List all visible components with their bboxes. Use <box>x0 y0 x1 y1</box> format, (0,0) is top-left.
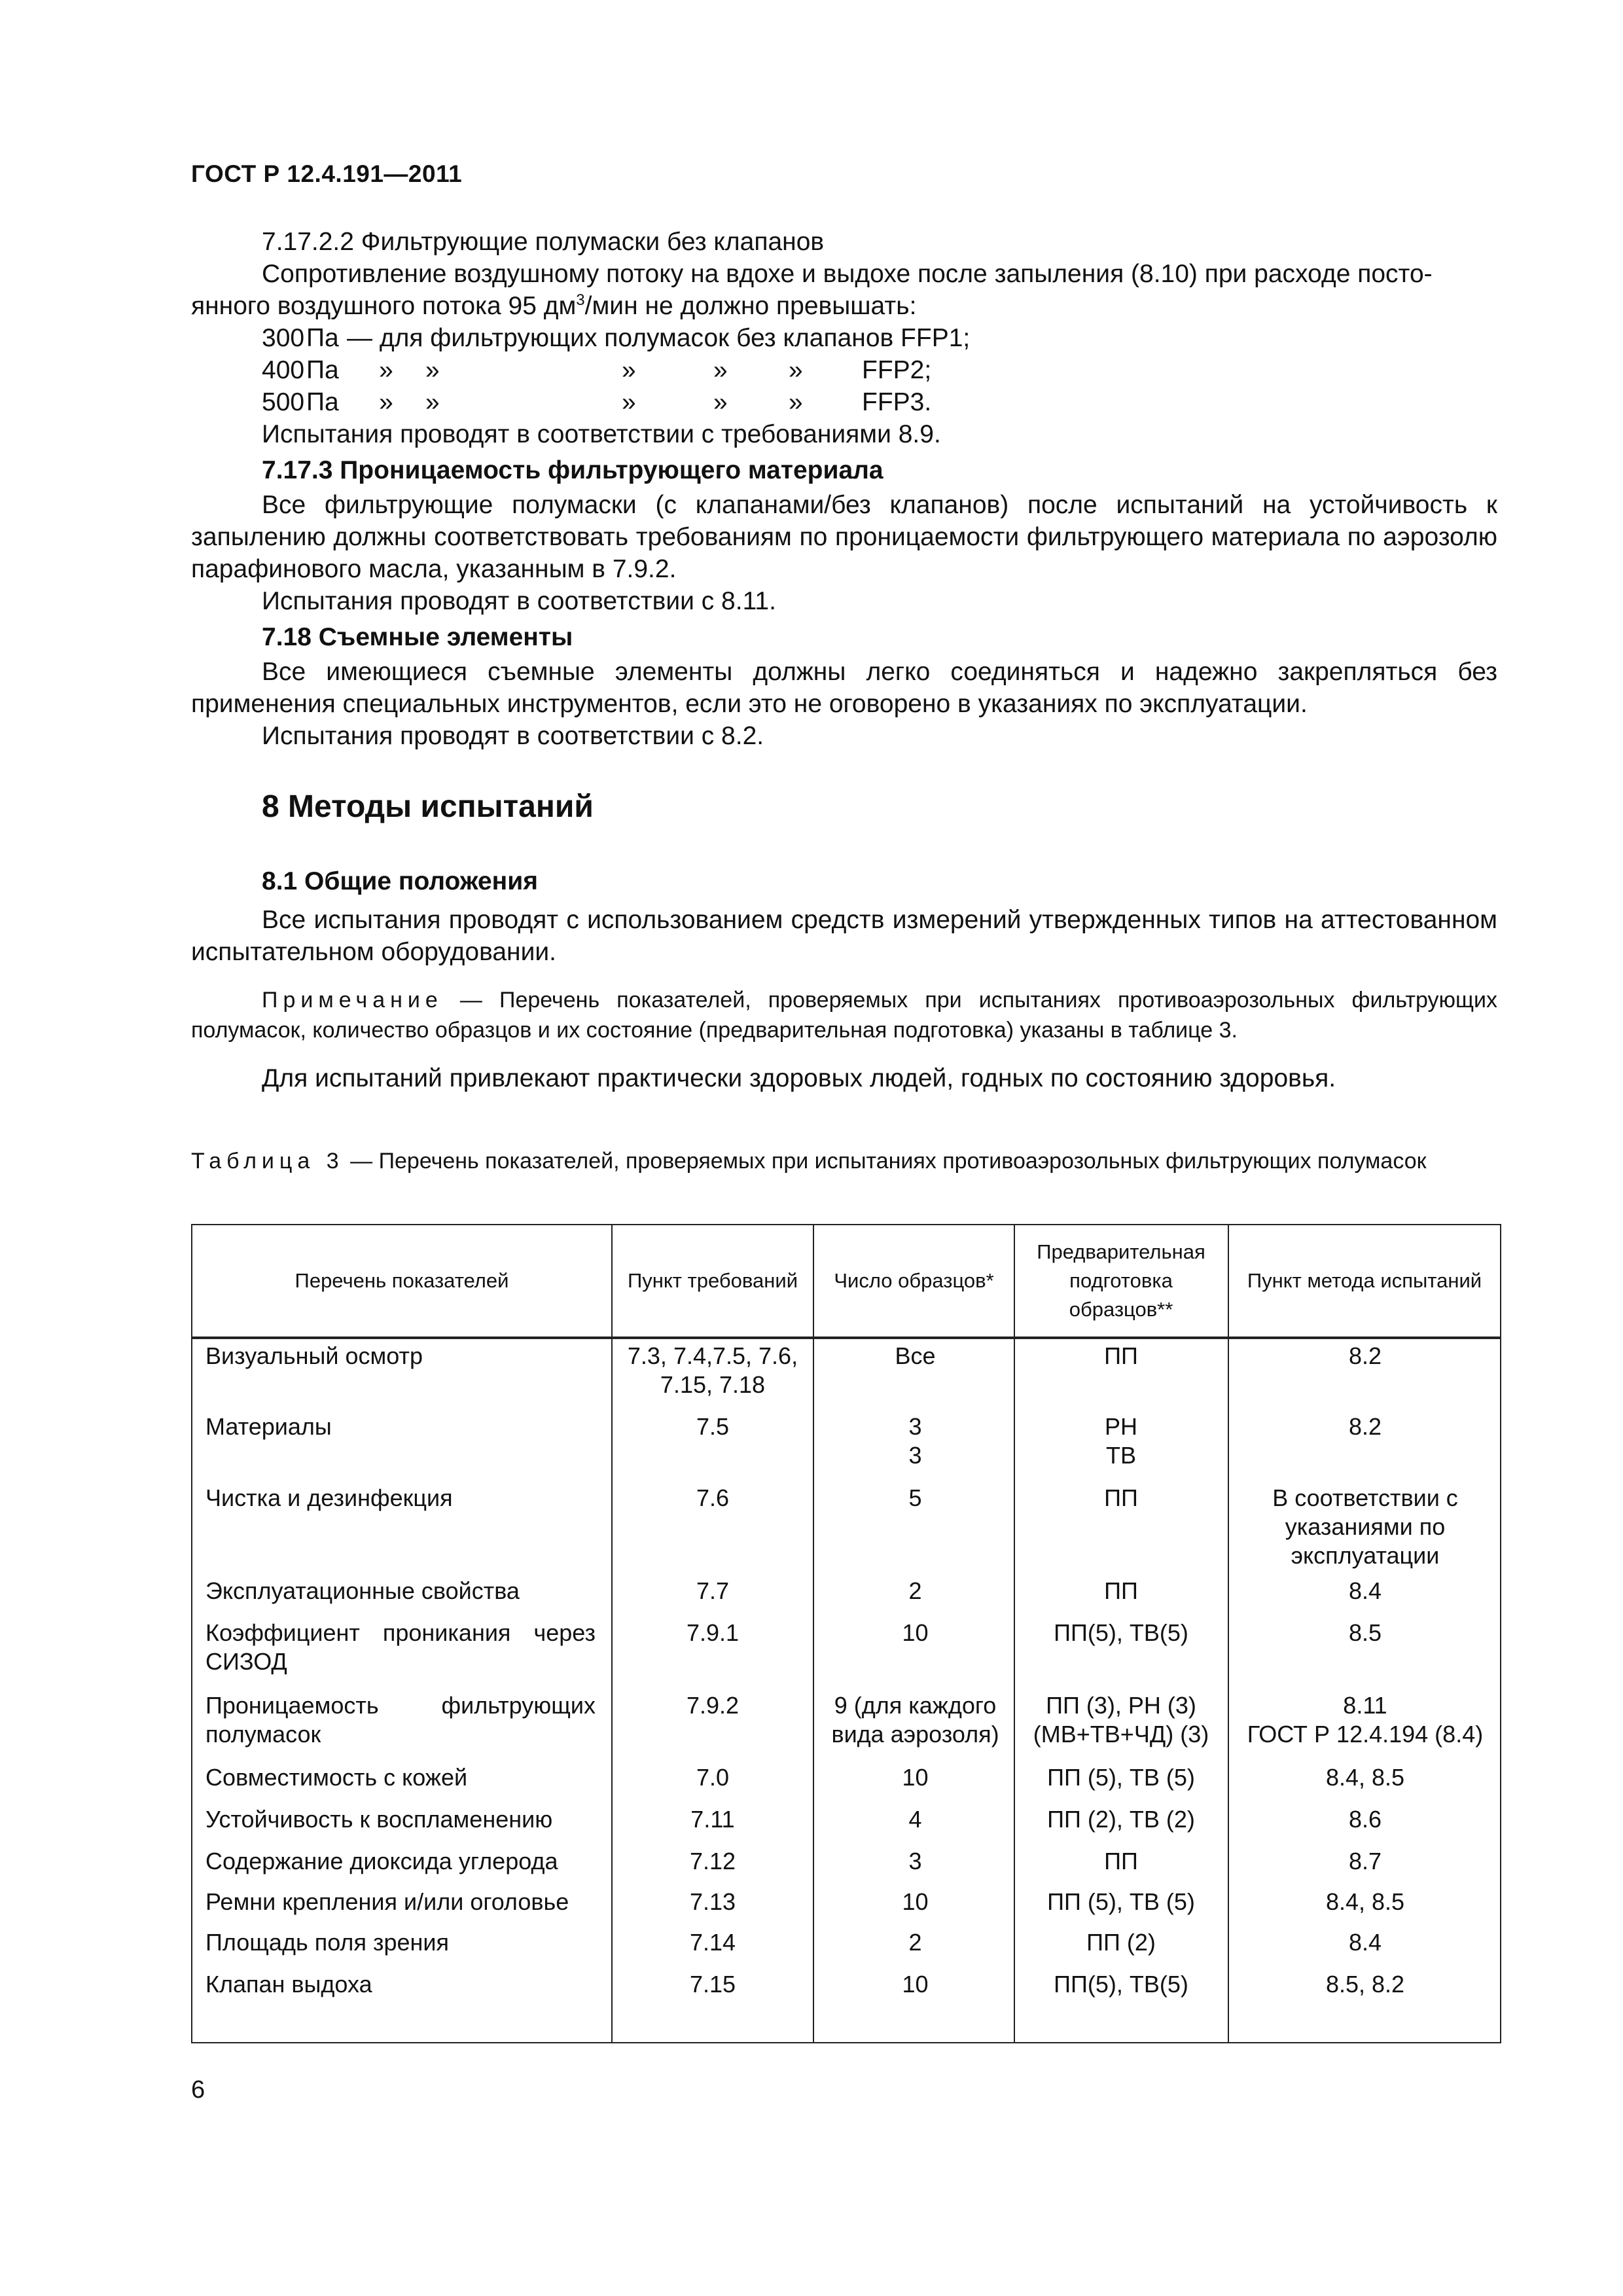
superscript: 3 <box>576 291 585 309</box>
limit-unit: Па <box>306 388 339 416</box>
table-caption <box>191 1147 1497 1176</box>
table-cell: 8.4, 8.5 <box>1325 1764 1405 1791</box>
note-text: — Перечень показателей, проверяемых при испытаниях противоаэрозольных фильтрующих полумасок, количество образцов и их состояние (предварительная подготовка) указаны в таблице 3. <box>191 988 1497 1043</box>
table-cell: 10 <box>902 1971 929 1998</box>
table-header <box>192 1225 1500 1339</box>
column-divider <box>1014 1225 1015 2042</box>
table-cell: 3 3 <box>908 1413 922 1469</box>
paragraph: Все фильтрующие полумаски (с клапанами/без клапанов) после испытаний на устойчивость к запылению должны соответствовать требованиям по проницаемости фильтрующего материала по аэрозолю парафинового масла, указанным в 7.9.2. <box>191 491 1497 583</box>
table-cell: Коэффициент проникания через СИЗОД <box>205 1619 596 1675</box>
table-cell: 4 <box>908 1806 922 1833</box>
ditto-mark: » <box>425 388 440 416</box>
note <box>191 985 1497 1045</box>
limit-text: — для фильтрующих полумасок без клапанов FFP1; <box>347 324 971 352</box>
table-cell: 10 <box>902 1764 929 1791</box>
ditto-mark: » <box>789 356 803 384</box>
table-cell: 7.11 <box>690 1806 735 1833</box>
table-cell: 8.11 ГОСТ Р 12.4.194 (8.4) <box>1247 1692 1484 1748</box>
limit-row-1 <box>191 322 1497 354</box>
limit-value: 300 <box>262 324 305 352</box>
table-cell: Визуальный осмотр <box>205 1342 423 1369</box>
ditto-mark: » <box>789 388 803 416</box>
table-cell: 7.9.2 <box>686 1692 740 1719</box>
table-cell: 8.4 <box>1348 1929 1382 1956</box>
table-cell: 2 <box>908 1577 922 1604</box>
ditto-mark: » <box>622 356 636 384</box>
table-cell: ПП (3), РН (3) (МВ+ТВ+ЧД) (3) <box>1033 1692 1209 1748</box>
ditto-mark: » <box>622 388 636 416</box>
table-cell: 8.6 <box>1348 1806 1382 1833</box>
limit-row-3 <box>191 386 1497 418</box>
column-header: Перечень показателей <box>294 1269 509 1292</box>
filter-class: FFP3. <box>862 388 932 416</box>
ditto-mark: » <box>713 356 728 384</box>
table-cell: Устойчивость к воспламенению <box>205 1806 553 1833</box>
subsection-title: 7.17.3 Проницаемость фильтрующего материала <box>262 456 883 484</box>
table-cell: 10 <box>902 1619 929 1646</box>
table-cell: Эксплуатационные свойства <box>205 1577 520 1604</box>
subsection-title: 8.1 Общие положения <box>262 867 538 895</box>
table-cell: 8.2 <box>1348 1413 1382 1440</box>
table-cell: 2 <box>908 1929 922 1956</box>
ditto-mark: » <box>379 388 393 416</box>
table-caption-text: — Перечень показателей, проверяемых при испытаниях противоаэрозольных фильтрующих полумасок <box>350 1149 1427 1174</box>
table-cell: ПП <box>1104 1342 1138 1369</box>
limit-unit: Па <box>306 324 339 352</box>
table-3 <box>191 1224 1501 2043</box>
table-cell: Клапан выдоха <box>205 1971 372 1998</box>
table-cell: Площадь поля зрения <box>205 1929 449 1956</box>
limit-value: 500 <box>262 388 305 416</box>
document-header: ГОСТ Р 12.4.191—2011 <box>191 160 463 187</box>
table-cell: 7.12 <box>689 1848 736 1874</box>
table-cell: ПП (2), ТВ (2) <box>1047 1806 1195 1833</box>
section-title: 8 Методы испытаний <box>262 789 594 824</box>
column-header: Число образцов* <box>834 1269 994 1292</box>
table-cell: В соответствии с указаниями по эксплуатации <box>1272 1484 1458 1569</box>
column-divider <box>1228 1225 1229 2042</box>
limit-row-2 <box>191 354 1497 386</box>
ditto-mark: » <box>425 356 440 384</box>
table-cell: Все <box>895 1342 936 1369</box>
table-cell: ПП (5), ТВ (5) <box>1047 1764 1195 1791</box>
table-cell: 7.7 <box>696 1577 730 1604</box>
page-number: 6 <box>191 2076 205 2104</box>
subsection-title: 7.17.2.2 Фильтрующие полумаски без клапанов <box>262 228 825 256</box>
limit-unit: Па <box>306 356 339 384</box>
table-cell: 8.5, 8.2 <box>1325 1971 1405 1998</box>
subsection-title: 7.18 Съемные элементы <box>262 623 573 651</box>
column-divider <box>611 1225 613 2042</box>
table-cell: 9 (для каждого вида аэрозоля) <box>831 1692 999 1748</box>
section-7-17-2-2 <box>191 226 1497 752</box>
test-reference: Испытания проводят в соответствии с 8.11. <box>262 587 776 615</box>
table-cell: 8.4, 8.5 <box>1325 1888 1405 1915</box>
table-cell: Чистка и дезинфекция <box>205 1484 453 1511</box>
limit-value: 400 <box>262 356 305 384</box>
paragraph-text: /мин не должно превышать: <box>584 292 917 320</box>
paragraph: Для испытаний привлекают практически здоровых людей, годных по состоянию здоровья. <box>262 1064 1336 1092</box>
table-cell: 5 <box>908 1484 922 1511</box>
table-cell: 7.13 <box>689 1888 736 1915</box>
table-cell: ПП (5), ТВ (5) <box>1047 1888 1195 1915</box>
paragraph <box>191 290 1497 322</box>
section-8-1 <box>191 865 1497 1094</box>
table-cell: Материалы <box>205 1413 332 1440</box>
table-cell: 7.3, 7.4,7.5, 7.6, 7.15, 7.18 <box>627 1342 798 1398</box>
table-cell: 8.4 <box>1348 1577 1382 1604</box>
table-cell: Проницаемость фильтрующих полумасок <box>205 1692 596 1748</box>
table-cell: ПП <box>1104 1577 1138 1604</box>
table-cell: РН ТВ <box>1104 1413 1137 1469</box>
table-cell: 7.15 <box>689 1971 736 1998</box>
ditto-mark: » <box>713 388 728 416</box>
note-label: Примечание <box>262 988 443 1013</box>
table-cell: 7.14 <box>689 1929 736 1956</box>
table-cell: 7.0 <box>696 1764 730 1791</box>
paragraph: Все испытания проводят с использованием средств измерений утвержденных типов на аттестованном испытательном оборудовании. <box>191 906 1497 966</box>
test-reference: Испытания проводят в соответствии с 8.2. <box>262 722 764 750</box>
table-cell: 7.6 <box>696 1484 730 1511</box>
column-header: Предварительная подготовка образцов** <box>1037 1240 1205 1321</box>
column-header: Пункт требований <box>627 1269 798 1292</box>
table-cell: Ремни крепления и/или оголовье <box>205 1888 569 1915</box>
table-cell: 3 <box>908 1848 922 1874</box>
filter-class: FFP2; <box>862 356 932 384</box>
table-cell: Совместимость с кожей <box>205 1764 468 1791</box>
ditto-mark: » <box>379 356 393 384</box>
table-cell: ПП(5), ТВ(5) <box>1054 1971 1188 1998</box>
table-cell: ПП <box>1104 1848 1138 1874</box>
column-header: Пункт метода испытаний <box>1247 1269 1482 1292</box>
table-cell: 7.9.1 <box>686 1619 740 1646</box>
table-cell: 8.7 <box>1348 1848 1382 1874</box>
table-cell: ПП (2) <box>1086 1929 1156 1956</box>
table-cell: 10 <box>902 1888 929 1915</box>
table-cell: Содержание диоксида углерода <box>205 1848 558 1874</box>
test-reference: Испытания проводят в соответствии с требованиями 8.9. <box>262 420 941 448</box>
column-divider <box>813 1225 814 2042</box>
table-cell: ПП(5), ТВ(5) <box>1054 1619 1188 1646</box>
paragraph-line: Сопротивление воздушному потоку на вдохе и выдохе после запыления (8.10) при расходе посто- <box>262 260 1433 288</box>
paragraph <box>191 258 1497 290</box>
table-cell: 8.5 <box>1348 1619 1382 1646</box>
table-cell: 8.2 <box>1348 1342 1382 1369</box>
table-cell: 7.5 <box>696 1413 730 1440</box>
table-cell: ПП <box>1104 1484 1138 1511</box>
table-label: Таблица 3 <box>191 1149 344 1174</box>
paragraph: Все имеющиеся съемные элементы должны легко соединяться и надежно закрепляться без применения специальных инструментов, если это не оговорено в указаниях по эксплуатации. <box>191 658 1497 718</box>
paragraph-text: янного воздушного потока 95 дм <box>191 292 577 320</box>
